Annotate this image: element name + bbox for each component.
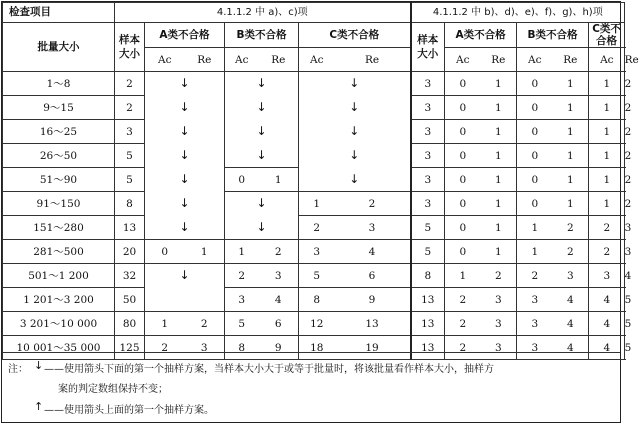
table-row: 9～15 2 ↓ ↓ ↓ 3 0 1 0 1 1 2 — [3, 96, 625, 120]
arrow-down-icon: ↓ — [349, 76, 360, 91]
re-header: Re — [259, 48, 299, 72]
sampling-plan-table-container — [1, 1, 639, 423]
b-re-cell: 4 — [553, 336, 589, 360]
c-re-cell: 4 — [335, 240, 411, 264]
a-ac-cell: 1 — [145, 312, 185, 336]
b-ac-cell: 3 — [517, 288, 553, 312]
b-re-cell: 1 — [553, 144, 589, 168]
a-arrow-cell — [145, 144, 225, 168]
b-re-cell: 4 — [553, 312, 589, 336]
a-re-cell: 1 — [481, 120, 517, 144]
a-re-cell: 1 — [481, 216, 517, 240]
a-arrow-cell — [145, 96, 225, 120]
b-re-cell: 9 — [259, 336, 299, 360]
c-re-cell: 13 — [335, 312, 411, 336]
table-row: 281～500 20 0 1 1 2 3 4 5 0 1 1 2 2 3 — [3, 240, 625, 264]
a-arrow-cell — [145, 264, 225, 288]
b-arrow-cell — [225, 192, 299, 216]
arrow-down-icon: ↓ — [179, 148, 190, 163]
sample-size-header-2 — [411, 23, 445, 72]
ac-header: Ac — [445, 48, 481, 72]
a-ac-cell: 2 — [145, 336, 185, 360]
lot-size-cell: 16～25 — [3, 120, 115, 144]
class-c-header-1: C类不合格 — [299, 23, 411, 48]
ac-header: Ac — [225, 48, 259, 72]
header-row-1 — [3, 3, 625, 23]
lot-size-cell: 3 201～10 000 — [3, 312, 115, 336]
b-ac-cell: 0 — [517, 120, 553, 144]
table-row: 1～8 2 ↓ ↓ ↓ 3 0 1 0 1 1 2 — [3, 72, 625, 96]
arrow-down-icon: ↓ — [179, 219, 190, 234]
c-ac-cell: 2 — [589, 216, 625, 240]
class-b-header-1: B类不合格 — [225, 23, 299, 48]
a-ac-cell: 0 — [445, 96, 481, 120]
lot-size-cell: 51～90 — [3, 168, 115, 192]
a-ac-cell: 0 — [145, 240, 185, 264]
sample-size-cell: 5 — [411, 240, 445, 264]
b-ac-cell: 3 — [225, 288, 259, 312]
header-row-2 — [3, 23, 625, 48]
arrow-down-icon: ↓ — [179, 76, 190, 91]
b-ac-cell: 0 — [225, 168, 259, 192]
sample-size-cell: 8 — [115, 192, 145, 216]
b-ac-cell: 1 — [517, 240, 553, 264]
a-re-cell: 2 — [185, 312, 225, 336]
lot-size-cell: 9～15 — [3, 96, 115, 120]
c-re-cell: 3 — [335, 216, 411, 240]
a-arrow-cell — [145, 168, 225, 192]
table-row: 10 001～35 000 125 2 3 8 9 18 19 13 2 3 3 4 4 5 — [3, 336, 625, 360]
sampling-plan-table — [2, 2, 639, 360]
c-ac-cell: 5 — [299, 264, 335, 288]
b-ac-cell: 2 — [517, 264, 553, 288]
ac-header: Ac — [145, 48, 185, 72]
arrow-up-icon: ↑ — [34, 400, 44, 413]
b-re-cell: 1 — [553, 120, 589, 144]
sample-size-cell: 13 — [115, 216, 145, 240]
lot-size-cell: 10 001～35 000 — [3, 336, 115, 360]
b-re-cell: 2 — [553, 240, 589, 264]
c-re-cell: 6 — [335, 264, 411, 288]
arrow-down-icon: ↓ — [179, 268, 190, 283]
b-ac-cell: 2 — [225, 264, 259, 288]
c-ac-cell: 3 — [299, 240, 335, 264]
sample-size-label-top: 样本 — [417, 33, 439, 46]
b-ac-cell: 0 — [517, 192, 553, 216]
b-ac-cell: 0 — [517, 168, 553, 192]
re-header: Re — [553, 48, 589, 72]
b-ac-cell: 1 — [225, 240, 259, 264]
a-re-cell: 1 — [481, 240, 517, 264]
table-row: 91～150 8 ↓ ↓ 1 2 3 0 1 0 1 1 2 — [3, 192, 625, 216]
a-re-cell: 1 — [481, 144, 517, 168]
a-ac-cell: 0 — [445, 240, 481, 264]
table-row: 26～50 5 ↓ ↓ ↓ 3 0 1 0 1 1 2 — [3, 144, 625, 168]
c-ac-cell: 1 — [589, 192, 625, 216]
sample-size-cell: 5 — [411, 216, 445, 240]
header-row-3: Ac Re Ac Re Ac Re Ac Re Ac Re Ac Re — [3, 48, 625, 72]
sample-size-cell: 2 — [115, 72, 145, 96]
b-ac-cell: 3 — [517, 312, 553, 336]
a-re-cell: 1 — [481, 96, 517, 120]
sample-size-cell: 8 — [411, 264, 445, 288]
b-re-cell: 2 — [259, 240, 299, 264]
arrow-down-icon: ↓ — [349, 148, 360, 163]
c-ac-cell: 4 — [589, 312, 625, 336]
note-down-text-cont: 案的判定数组保持不变； — [58, 384, 168, 395]
a-ac-cell: 2 — [445, 312, 481, 336]
sample-size-cell: 3 — [411, 120, 445, 144]
a-arrow-cell — [145, 216, 225, 240]
arrow-down-icon: ↓ — [256, 147, 267, 162]
sample-size-cell: 80 — [115, 312, 145, 336]
b-re-cell: 3 — [259, 264, 299, 288]
a-re-cell: 3 — [481, 336, 517, 360]
c-ac-cell: 3 — [589, 264, 625, 288]
b-re-cell: 2 — [553, 216, 589, 240]
a-ac-cell: 0 — [445, 144, 481, 168]
c-ac-cell: 2 — [589, 240, 625, 264]
sample-size-cell: 13 — [411, 288, 445, 312]
ac-header: Ac — [517, 48, 553, 72]
c-arrow-cell — [299, 168, 411, 192]
sample-size-label-bottom: 大小 — [119, 48, 140, 61]
lot-size-cell: 1 201～3 200 — [3, 288, 115, 312]
lot-size-cell: 26～50 — [3, 144, 115, 168]
a-ac-cell: 0 — [445, 72, 481, 96]
c-ac-cell: 1 — [589, 96, 625, 120]
table-body — [3, 72, 632, 360]
sample-size-cell: 13 — [411, 312, 445, 336]
a-re-cell: 1 — [481, 192, 517, 216]
class-a-header-2: A类不合格 — [445, 23, 517, 48]
c-re-cell: 19 — [335, 336, 411, 360]
arrow-down-icon: ↓ — [179, 172, 190, 187]
c-ac-cell: 8 — [299, 288, 335, 312]
a-ac-cell: 2 — [445, 336, 481, 360]
b-arrow-cell — [225, 120, 299, 144]
a-arrow-cell — [145, 192, 225, 216]
a-re-cell: 1 — [185, 240, 225, 264]
a-ac-cell: 0 — [445, 216, 481, 240]
c-re-cell: 9 — [335, 288, 411, 312]
re-header: Re — [185, 48, 225, 72]
b-re-cell: 1 — [553, 96, 589, 120]
arrow-down-icon: ↓ — [179, 100, 190, 115]
lot-size-header: 批量大小 — [3, 23, 115, 72]
b-re-cell: 1 — [553, 192, 589, 216]
arrow-down-icon: ↓ — [349, 171, 360, 186]
arrow-down-icon: ↓ — [256, 219, 267, 234]
c-re-cell: 2 — [335, 192, 411, 216]
a-re-cell: 1 — [481, 72, 517, 96]
sample-size-cell: 13 — [411, 336, 445, 360]
sample-size-cell: 3 — [411, 96, 445, 120]
a-arrow-cell — [145, 72, 225, 96]
c-arrow-cell — [299, 72, 411, 96]
b-arrow-cell — [225, 96, 299, 120]
lot-size-cell: 1～8 — [3, 72, 115, 96]
b-ac-cell: 0 — [517, 96, 553, 120]
inspection-item-header: 检查项目 — [3, 3, 115, 23]
class-b-header-2: B类不合格 — [517, 23, 589, 48]
sample-size-cell: 3 — [411, 192, 445, 216]
lot-size-cell: 281～500 — [3, 240, 115, 264]
note-down-text: ——使用箭头下面的第一个抽样方案，当样本大小大于或等于批量时，将该批量看作样本大小，抽样方 — [44, 364, 494, 375]
table-row: 1 201～3 200 50 3 4 8 9 13 2 3 3 4 4 5 — [3, 288, 625, 312]
sample-size-cell: 5 — [115, 168, 145, 192]
arrow-down-icon: ↓ — [256, 100, 267, 115]
a-arrow-cell — [145, 120, 225, 144]
b-re-cell: 1 — [553, 72, 589, 96]
b-ac-cell: 0 — [517, 72, 553, 96]
c-arrow-cell — [299, 120, 411, 144]
arrow-down-icon: ↓ — [256, 124, 267, 139]
b-re-cell: 3 — [553, 264, 589, 288]
table-row: 3 201～10 000 80 1 2 5 6 12 13 13 2 3 3 4 4 5 — [3, 312, 625, 336]
class-c-header-2: C类不合格 — [589, 23, 625, 48]
a-ac-cell: 1 — [445, 264, 481, 288]
b-ac-cell: 1 — [517, 216, 553, 240]
table-row: 16～25 3 ↓ ↓ ↓ 3 0 1 0 1 1 2 — [3, 120, 625, 144]
a-re-cell: 3 — [185, 336, 225, 360]
group1-title: 4.1.1.2 中 a)、c)项 — [115, 3, 411, 23]
c-arrow-cell — [299, 96, 411, 120]
c-ac-cell: 2 — [299, 216, 335, 240]
a-re-cell: 3 — [481, 312, 517, 336]
re-header: Re — [481, 48, 517, 72]
a-re-cell: 3 — [481, 288, 517, 312]
lot-size-cell: 501～1 200 — [3, 264, 115, 288]
c-arrow-cell — [299, 144, 411, 168]
ac-header: Ac — [299, 48, 335, 72]
c-ac-cell: 1 — [589, 120, 625, 144]
sample-size-cell: 3 — [411, 168, 445, 192]
lot-size-cell: 151～280 — [3, 216, 115, 240]
arrow-down-icon: ↓ — [349, 124, 360, 139]
a-ac-cell: 0 — [445, 192, 481, 216]
c-ac-cell: 1 — [299, 192, 335, 216]
b-re-cell: 1 — [553, 168, 589, 192]
arrow-down-icon: ↓ — [179, 124, 190, 139]
sample-size-cell: 3 — [411, 144, 445, 168]
c-ac-cell: 1 — [589, 72, 625, 96]
sample-size-cell: 32 — [115, 264, 145, 288]
b-arrow-cell — [225, 144, 299, 168]
class-a-header-1: A类不合格 — [145, 23, 225, 48]
sample-size-cell: 125 — [115, 336, 145, 360]
arrow-down-icon: ↓ — [34, 359, 44, 372]
arrow-down-icon: ↓ — [256, 196, 267, 211]
c-ac-cell: 1 — [589, 168, 625, 192]
arrow-down-icon: ↓ — [179, 196, 190, 211]
sample-size-cell: 50 — [115, 288, 145, 312]
sample-size-header-1 — [115, 23, 145, 72]
a-re-cell: 1 — [481, 168, 517, 192]
sample-size-label-top: 样本 — [119, 33, 140, 46]
a-ac-cell: 0 — [445, 168, 481, 192]
notes-prefix: 注： — [8, 364, 28, 375]
group2-title: 4.1.1.2 中 b)、d)、e)、f)、g)、h)项 — [411, 3, 625, 23]
c-ac-cell: 12 — [299, 312, 335, 336]
sample-size-cell: 5 — [115, 144, 145, 168]
a-ac-cell: 0 — [445, 120, 481, 144]
b-re-cell: 4 — [553, 288, 589, 312]
c-ac-cell: 4 — [589, 336, 625, 360]
sample-size-cell: 20 — [115, 240, 145, 264]
b-re-cell: 4 — [259, 288, 299, 312]
c-ac-cell: 4 — [589, 288, 625, 312]
b-arrow-cell — [225, 72, 299, 96]
b-re-cell: 6 — [259, 312, 299, 336]
c-ac-cell: 18 — [299, 336, 335, 360]
b-ac-cell: 8 — [225, 336, 259, 360]
sample-size-label-bottom: 大小 — [417, 48, 439, 61]
notes-section — [2, 352, 620, 423]
ac-header: Ac — [589, 48, 625, 72]
a-re-cell: 2 — [481, 264, 517, 288]
re-header: Re — [335, 48, 411, 72]
arrow-down-icon: ↓ — [256, 76, 267, 91]
b-ac-cell: 5 — [225, 312, 259, 336]
b-arrow-cell — [225, 216, 299, 240]
table-row: 51～90 5 ↓ 0 1 ↓ 3 0 1 0 1 1 2 — [3, 168, 625, 192]
sample-size-cell: 2 — [115, 96, 145, 120]
table-row: 501～1 200 32 ↓ 2 3 5 6 8 1 2 2 3 3 4 — [3, 264, 625, 288]
b-ac-cell: 3 — [517, 336, 553, 360]
arrow-down-icon: ↓ — [349, 100, 360, 115]
b-re-cell: 1 — [259, 168, 299, 192]
c-ac-cell: 1 — [589, 144, 625, 168]
sample-size-cell: 3 — [115, 120, 145, 144]
table-row: 151～280 13 ↓ ↓ 2 3 5 0 1 1 2 2 3 — [3, 216, 625, 240]
note-up-text: ——使用箭头上面的第一个抽样方案。 — [44, 405, 214, 416]
a-ac-cell: 2 — [445, 288, 481, 312]
a-empty-cell — [145, 288, 225, 312]
sample-size-cell: 3 — [411, 72, 445, 96]
b-ac-cell: 0 — [517, 144, 553, 168]
lot-size-cell: 91～150 — [3, 192, 115, 216]
